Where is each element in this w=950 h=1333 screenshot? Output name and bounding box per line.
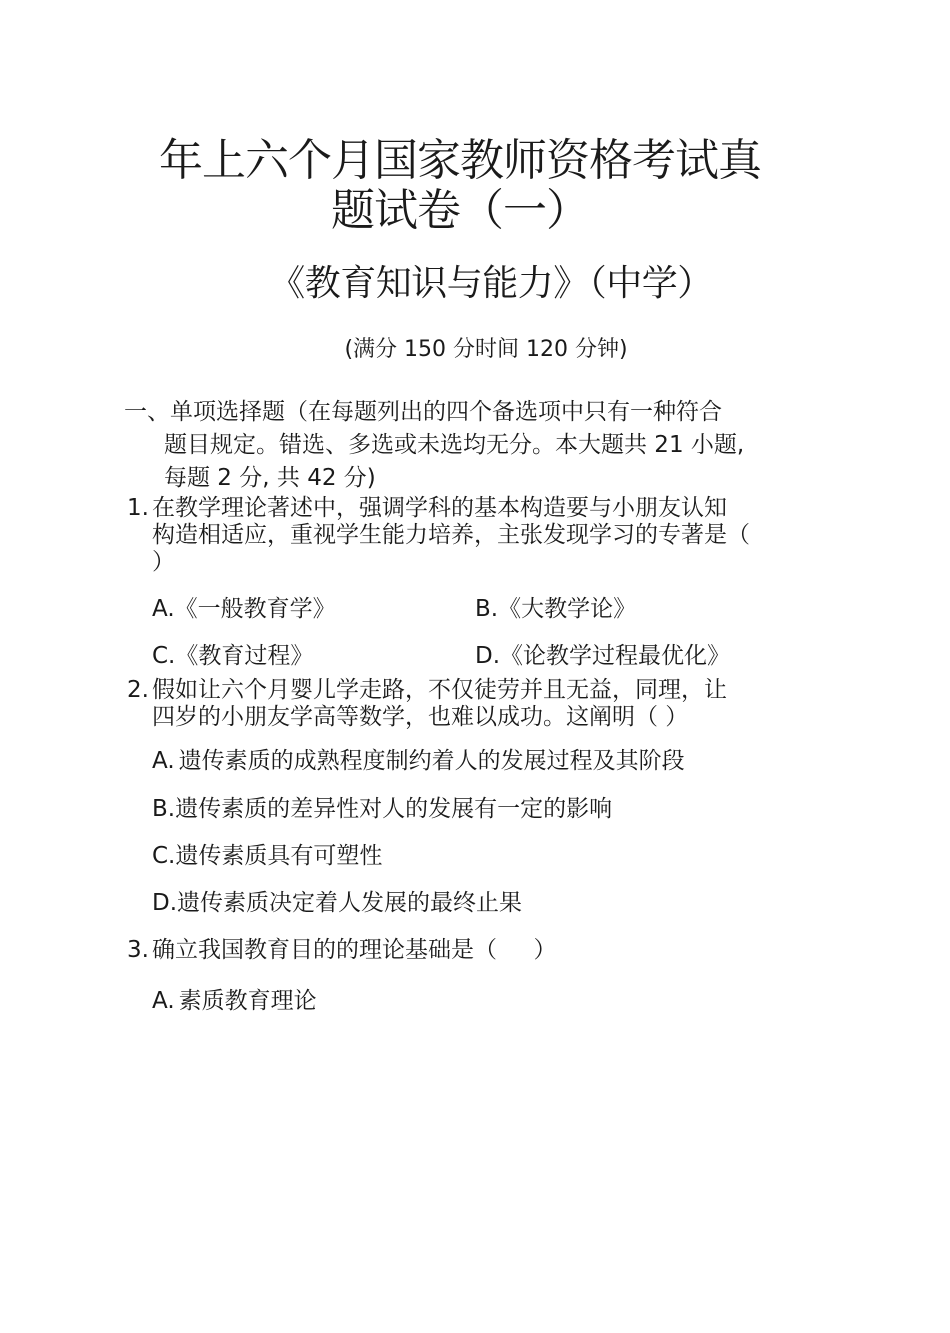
option-text: 遗传素质的差异性对人的发展有一定的影响 bbox=[175, 796, 613, 822]
option-label: D. bbox=[152, 890, 178, 916]
document-subtitle: 《教育知识与能力》（中学） bbox=[269, 263, 713, 304]
section-line-3: 每题 2 分, 共 42 分) bbox=[164, 465, 376, 491]
option-label: B. bbox=[475, 596, 499, 622]
option-text: 《论教学过程最优化》 bbox=[500, 643, 731, 669]
question-line: ） bbox=[152, 549, 175, 575]
option-text: 素质教育理论 bbox=[178, 988, 317, 1014]
option-label: C. bbox=[152, 643, 176, 669]
question-line: 假如让六个月婴儿学走路，不仅徒劳并且无益，同理，让 bbox=[152, 677, 727, 703]
option-text: 《一般教育学》 bbox=[174, 596, 336, 622]
q2-option-b[interactable] bbox=[152, 794, 612, 824]
option-text: 《大教学论》 bbox=[498, 596, 637, 622]
option-text: 遗传素质的成熟程度制约着人的发展过程及其阶段 bbox=[178, 748, 685, 774]
question-2 bbox=[127, 677, 827, 731]
question-line: 确立我国教育目的的理论基础是（ ） bbox=[152, 937, 557, 963]
option-label: A. bbox=[152, 988, 175, 1014]
title-line-2: 题试卷（一） bbox=[331, 185, 589, 236]
option-text: 遗传素质决定着人发展的最终止果 bbox=[177, 890, 523, 916]
q2-option-a[interactable] bbox=[152, 746, 685, 776]
question-line: 构造相适应，重视学生能力培养，主张发现学习的专著是（ bbox=[152, 522, 750, 548]
option-label: A. bbox=[152, 596, 175, 622]
q3-option-a[interactable] bbox=[152, 986, 317, 1016]
q2-option-d[interactable] bbox=[152, 888, 522, 918]
document-title bbox=[140, 136, 780, 236]
q2-option-c[interactable] bbox=[152, 841, 382, 871]
question-number: 3. bbox=[127, 937, 149, 963]
question-1 bbox=[127, 495, 827, 576]
option-label: A. bbox=[152, 748, 175, 774]
title-line-1: 年上六个月国家教师资格考试真 bbox=[159, 135, 761, 186]
q1-option-c[interactable] bbox=[152, 641, 313, 671]
question-number: 1. bbox=[127, 495, 149, 521]
question-line: 在教学理论著述中，强调学科的基本构造要与小朋友认知 bbox=[152, 495, 727, 521]
section-line-1: 一、单项选择题（在每题列出的四个备选项中只有一种符合 bbox=[124, 399, 722, 425]
q1-option-a[interactable] bbox=[152, 594, 336, 624]
q1-option-b[interactable] bbox=[475, 594, 636, 624]
option-label: B. bbox=[152, 796, 176, 822]
section-line-2: 题目规定。错选、多选或未选均无分。本大题共 21 小题, bbox=[164, 432, 745, 458]
question-number: 2. bbox=[127, 677, 149, 703]
score-note: (满分 150 分时间 120 分钟) bbox=[344, 337, 628, 362]
option-text: 《教育过程》 bbox=[175, 643, 314, 669]
option-text: 遗传素质具有可塑性 bbox=[175, 843, 383, 869]
option-label: D. bbox=[475, 643, 501, 669]
section-heading bbox=[124, 396, 834, 495]
question-line: 四岁的小朋友学高等数学，也难以成功。这阐明（ ） bbox=[152, 704, 689, 730]
question-3 bbox=[127, 937, 827, 964]
q1-option-d[interactable] bbox=[475, 641, 730, 671]
option-label: C. bbox=[152, 843, 176, 869]
